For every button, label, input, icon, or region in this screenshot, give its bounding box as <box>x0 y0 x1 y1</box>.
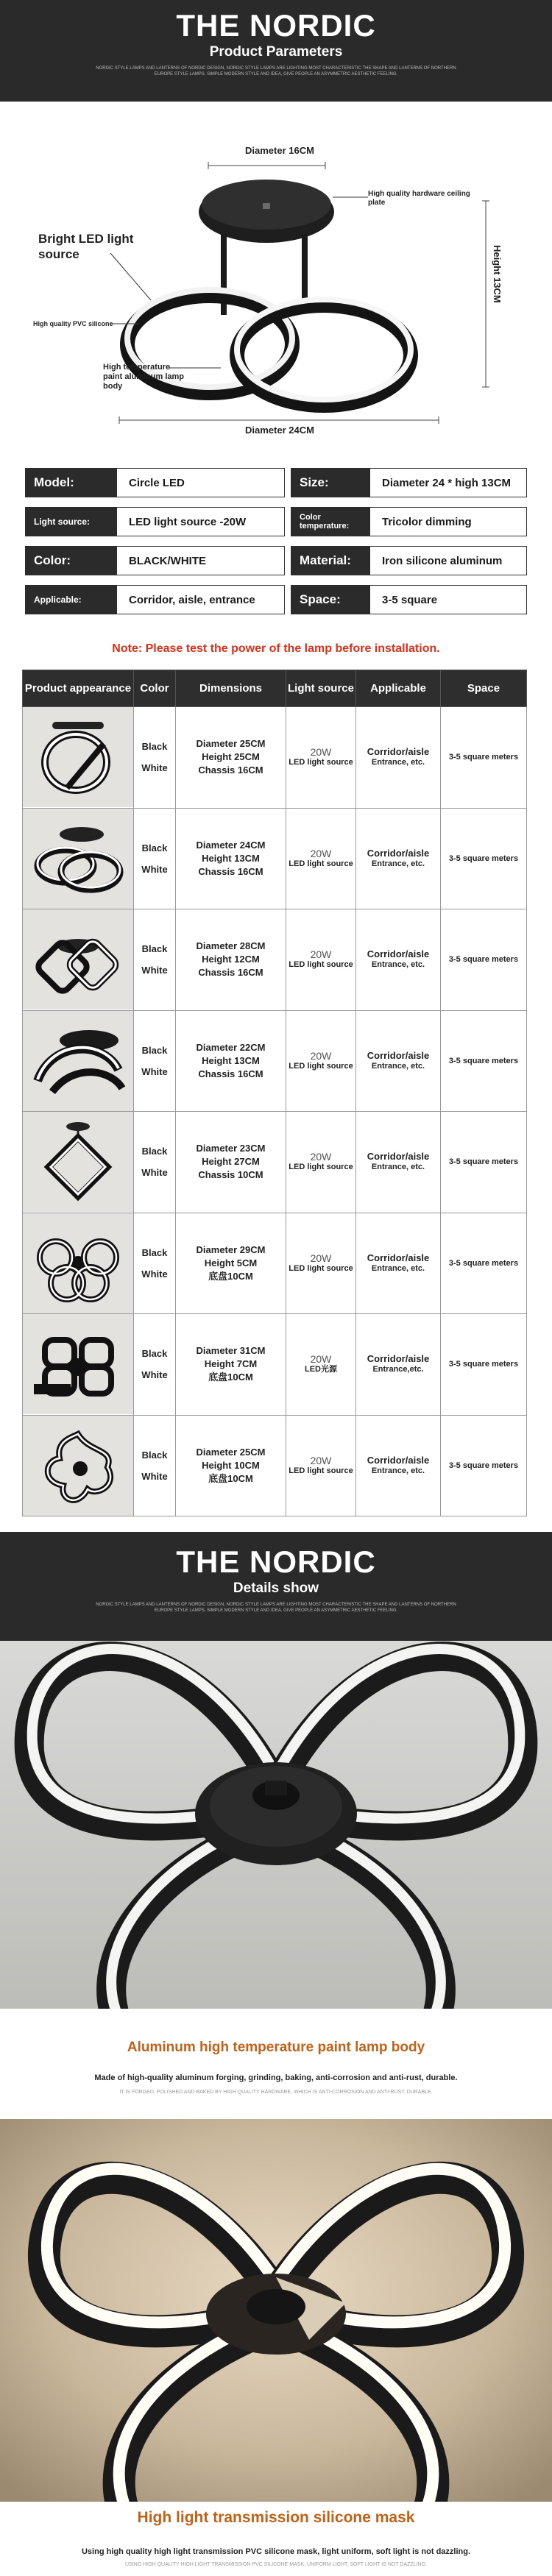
light-source-type: LED light source <box>289 1163 353 1172</box>
product-table <box>22 670 527 1516</box>
table-row <box>23 1213 527 1314</box>
table-row <box>23 1314 527 1416</box>
spec-value: BLACK/WHITE <box>117 546 285 575</box>
color-cell <box>134 1112 176 1213</box>
dimensions-cell <box>176 909 286 1011</box>
wattage: 20W <box>310 1454 332 1466</box>
table-row <box>23 1112 527 1213</box>
dimension-diameter: Diameter 25CM <box>196 738 266 750</box>
dimension-height: Height 25CM <box>202 751 260 763</box>
dimension-diameter: Diameter 25CM <box>196 1446 266 1458</box>
dimension-chassis: 底盘10CM <box>208 1472 253 1484</box>
wattage: 20W <box>310 746 332 759</box>
product-thumbnail <box>23 809 133 909</box>
detail2-title: High light transmission silicone mask <box>137 2509 415 2526</box>
applicable-main: Corridor/aisle <box>367 847 430 859</box>
light-source-type: LED light source <box>289 1466 353 1475</box>
dimensions-cell <box>176 1415 286 1516</box>
light-source-type: LED light source <box>289 859 353 868</box>
dimension-diameter: Diameter 22CM <box>196 1041 266 1053</box>
dimension-diameter: Diameter 29CM <box>196 1243 266 1255</box>
dimension-chassis: Chassis 10CM <box>198 1169 263 1181</box>
product-thumbnail <box>23 909 133 1010</box>
light-source-type: LED光源 <box>305 1365 337 1374</box>
dimension-chassis: Chassis 16CM <box>198 1068 263 1079</box>
spec-key: Light source: <box>25 507 117 536</box>
detail1-text: Made of high-quality aluminum forging, grinding, baking, anti-corrosion and anti-rust, durable. <box>94 2073 458 2082</box>
header-banner <box>0 0 552 102</box>
spec-value: Iron silicone aluminum <box>370 546 527 575</box>
color-option: White <box>141 762 168 774</box>
banner-fine-print: NORDIC STYLE LAMPS AND LANTERNS OF NORDIC DESIGN, NORDIC STYLE LAMPS ARE LIGHTING MOST CHARACTERISTIC THE SHAPE AND LANTERNS OF NORTHERN EUROPE STYLE LAMPS, SIMPLE MODERN STYLE AND IDEA, GIVE PEOPLE AN ASYMMETRIC AESTHETIC FEELING. <box>96 66 456 77</box>
dimensions-cell <box>176 707 286 809</box>
applicable-cell <box>356 1010 441 1112</box>
detail2-fine: USING HIGH QUALITY HIGH LIGHT TRANSMISSION PVC SILICONE MASK, UNIFORM LIGHT, SOFT LIGHT IS NOT DAZZLING. <box>125 2562 427 2567</box>
color-option: White <box>141 863 168 875</box>
dimension-diameter: Diameter 28CM <box>196 940 266 952</box>
spec-value: Corridor, aisle, entrance <box>117 585 285 614</box>
spec-value: Diameter 24 * high 13CM <box>370 468 527 497</box>
dimension-height: Height 12CM <box>202 954 260 965</box>
dimension-diameter: Diameter 23CM <box>196 1143 266 1154</box>
applicable-extra: Entrance, etc. <box>371 758 425 767</box>
product-thumbnail <box>23 1011 133 1111</box>
applicable-cell <box>356 1314 441 1416</box>
spec-row <box>25 507 527 536</box>
dimension-height: Height 13CM <box>202 852 260 864</box>
color-option: Black <box>141 1044 168 1056</box>
light-source-type: LED light source <box>289 960 353 970</box>
wattage: 20W <box>310 1151 332 1163</box>
product-appearance-cell <box>23 909 134 1011</box>
applicable-main: Corridor/aisle <box>367 1151 430 1163</box>
applicable-main: Corridor/aisle <box>367 1353 430 1365</box>
color-cell <box>134 1010 176 1112</box>
light-source-cell <box>286 1112 356 1213</box>
product-appearance-cell <box>23 1314 134 1416</box>
applicable-extra: Entrance, etc. <box>371 1163 425 1172</box>
dimension-chassis: 底盘10CM <box>208 1270 253 1282</box>
product-appearance-cell <box>23 1112 134 1213</box>
spec-value: Tricolor dimming <box>370 507 527 536</box>
detail1-title: Aluminum high temperature paint lamp body <box>127 2040 425 2055</box>
spec-value: LED light source -20W <box>117 507 285 536</box>
space-cell <box>441 1415 527 1516</box>
dimension-height: Height 27CM <box>202 1156 260 1168</box>
table-header-row <box>23 670 527 707</box>
applicable-cell <box>356 808 441 909</box>
pvc-label: High quality PVC silicone <box>33 320 113 327</box>
banner-subtitle: Product Parameters <box>209 44 343 60</box>
light-source-cell <box>286 1213 356 1314</box>
detail-photo-glowing-lamp <box>0 2119 552 2502</box>
dimensions-cell <box>176 1314 286 1416</box>
light-source-cell <box>286 1415 356 1516</box>
applicable-main: Corridor/aisle <box>367 746 430 758</box>
spec-table <box>25 468 527 624</box>
dimension-height: Height 10CM <box>202 1459 260 1471</box>
dimensions-cell <box>176 1010 286 1112</box>
product-appearance-cell <box>23 1213 134 1314</box>
product-thumbnail <box>23 1213 133 1313</box>
applicable-main: Corridor/aisle <box>367 948 430 960</box>
applicable-extra: Entrance, etc. <box>371 1466 425 1475</box>
product-appearance-cell <box>23 808 134 909</box>
dimensions-cell <box>176 1112 286 1213</box>
space-value: 3-5 square meters <box>448 1258 519 1268</box>
color-cell <box>134 707 176 809</box>
col-appearance: Product appearance <box>23 670 134 707</box>
color-option: White <box>141 1369 168 1381</box>
light-source-cell <box>286 909 356 1011</box>
wattage: 20W <box>310 1049 332 1062</box>
ceiling-plate-label: High quality hardware ceiling plate <box>368 190 470 207</box>
applicable-extra: Entrance, etc. <box>371 1061 425 1071</box>
table-row <box>23 909 527 1011</box>
applicable-extra: Entrance,etc. <box>372 1365 424 1374</box>
details-banner-subtitle: Details show <box>233 1580 319 1596</box>
color-option: White <box>141 1268 168 1280</box>
space-value: 3-5 square meters <box>448 1461 519 1470</box>
product-thumbnail <box>23 1416 133 1516</box>
spec-row <box>25 468 527 497</box>
light-source-cell <box>286 808 356 909</box>
wattage: 20W <box>310 1353 332 1366</box>
spec-key: Space: <box>291 585 370 614</box>
banner-title: THE NORDIC <box>176 8 376 43</box>
spec-key: Material: <box>291 546 370 575</box>
color-cell <box>134 1213 176 1314</box>
dimension-chassis: Chassis 16CM <box>198 764 263 776</box>
wattage: 20W <box>310 847 332 859</box>
space-value: 3-5 square meters <box>448 854 519 863</box>
color-option: White <box>141 1065 168 1077</box>
table-row <box>23 808 527 909</box>
color-cell <box>134 808 176 909</box>
space-cell <box>441 1112 527 1213</box>
applicable-extra: Entrance, etc. <box>371 1263 425 1273</box>
light-source-cell <box>286 1314 356 1416</box>
light-source-cell <box>286 1010 356 1112</box>
table-row <box>23 707 527 809</box>
product-thumbnail <box>23 1314 133 1414</box>
space-cell <box>441 909 527 1011</box>
dimension-chassis: Chassis 16CM <box>198 967 263 979</box>
light-source-type: LED light source <box>289 1061 353 1071</box>
spec-key: Color temperature: <box>291 507 370 536</box>
col-space: Space <box>441 670 527 707</box>
applicable-cell <box>356 1112 441 1213</box>
applicable-cell <box>356 1213 441 1314</box>
spec-value: Circle LED <box>117 468 285 497</box>
applicable-cell <box>356 707 441 809</box>
light-source-type: LED light source <box>289 758 353 767</box>
space-cell <box>441 1213 527 1314</box>
color-option: Black <box>141 842 168 854</box>
wattage: 20W <box>310 948 332 961</box>
space-value: 3-5 square meters <box>448 753 519 762</box>
bright-led-label: Bright LED light source <box>38 232 134 261</box>
detail2-text: Using high quality high light transmission PVC silicone mask, light uniform, soft light is not dazzling. <box>81 2547 471 2556</box>
dimension-chassis: 底盘10CM <box>208 1372 253 1383</box>
dimension-diameter: Diameter 31CM <box>196 1345 266 1357</box>
color-option: Black <box>141 1146 168 1157</box>
space-cell <box>441 1314 527 1416</box>
space-cell <box>441 808 527 909</box>
table-row <box>23 1415 527 1516</box>
color-option: Black <box>141 741 168 753</box>
color-cell <box>134 1314 176 1416</box>
height-label: Height 13CM <box>492 245 503 303</box>
color-option: Black <box>141 1449 168 1461</box>
dimension-chassis: Chassis 16CM <box>198 865 263 877</box>
detail1-fine: IT IS FORGED, POLISHED AND BAKED BY HIGH QUALITY HARDWARE, WHICH IS ANTI-CORROSION AND ANTI-RUST, DURABLE. <box>119 2090 433 2095</box>
diameter-top-label: Diameter 16CM <box>245 145 314 156</box>
product-thumbnail <box>23 1112 133 1212</box>
wattage: 20W <box>310 1252 332 1264</box>
diameter-bottom-label: Diameter 24CM <box>245 425 314 436</box>
light-source-cell <box>286 707 356 809</box>
col-applicable: Applicable <box>356 670 441 707</box>
applicable-cell <box>356 909 441 1011</box>
applicable-main: Corridor/aisle <box>367 1252 430 1263</box>
dimensions-cell <box>176 1213 286 1314</box>
paint-body-label: High temperature paint aluminum lamp body <box>103 363 185 391</box>
spec-key: Color: <box>25 546 117 575</box>
applicable-extra: Entrance, etc. <box>371 960 425 970</box>
col-color: Color <box>134 670 176 707</box>
product-appearance-cell <box>23 1010 134 1112</box>
color-option: White <box>141 1167 168 1179</box>
space-value: 3-5 square meters <box>448 1157 519 1167</box>
dimension-height: Height 13CM <box>202 1054 260 1066</box>
dimension-height: Height 7CM <box>204 1358 258 1370</box>
details-banner-title: THE NORDIC <box>176 1544 376 1579</box>
applicable-main: Corridor/aisle <box>367 1454 430 1466</box>
dimensions-cell <box>176 808 286 909</box>
applicable-main: Corridor/aisle <box>367 1049 430 1061</box>
space-value: 3-5 square meters <box>448 1360 519 1369</box>
color-cell <box>134 1415 176 1516</box>
installation-note: Note: Please test the power of the lamp before installation. <box>112 642 440 655</box>
color-option: Black <box>141 1246 168 1258</box>
spec-row <box>25 585 527 614</box>
color-option: White <box>141 965 168 976</box>
detail-photo-flower-lamp <box>0 1641 552 2009</box>
space-cell <box>441 707 527 809</box>
spec-key: Size: <box>291 468 370 497</box>
spec-key: Applicable: <box>25 585 117 614</box>
applicable-cell <box>356 1415 441 1516</box>
details-banner <box>0 1532 552 1641</box>
light-source-type: LED light source <box>289 1263 353 1273</box>
table-row <box>23 1010 527 1112</box>
color-cell <box>134 909 176 1011</box>
space-value: 3-5 square meters <box>448 955 519 965</box>
product-thumbnail <box>23 707 133 807</box>
dimension-diameter: Diameter 24CM <box>196 839 266 851</box>
color-option: White <box>141 1470 168 1482</box>
color-option: Black <box>141 943 168 955</box>
spec-value: 3-5 square <box>370 585 527 614</box>
product-appearance-cell <box>23 707 134 809</box>
dimension-diagram <box>0 102 552 462</box>
dimension-height: Height 5CM <box>204 1257 258 1269</box>
spec-key: Model: <box>25 468 117 497</box>
details-banner-fine-print: NORDIC STYLE LAMPS AND LANTERNS OF NORDIC DESIGN, NORDIC STYLE LAMPS ARE LIGHTING MOST CHARACTERISTIC THE SHAPE AND LANTERNS OF NORTHERN EUROPE STYLE LAMPS, SIMPLE MODERN STYLE AND IDEA, GIVE PEOPLE AN ASYMMETRIC AESTHETIC FEELING. <box>96 1603 456 1613</box>
space-value: 3-5 square meters <box>448 1056 519 1065</box>
space-cell <box>441 1010 527 1112</box>
spec-row <box>25 546 527 575</box>
color-option: Black <box>141 1348 168 1360</box>
product-appearance-cell <box>23 1415 134 1516</box>
col-dimensions: Dimensions <box>176 670 286 707</box>
col-light-source: Light source <box>286 670 356 707</box>
applicable-extra: Entrance, etc. <box>371 859 425 868</box>
